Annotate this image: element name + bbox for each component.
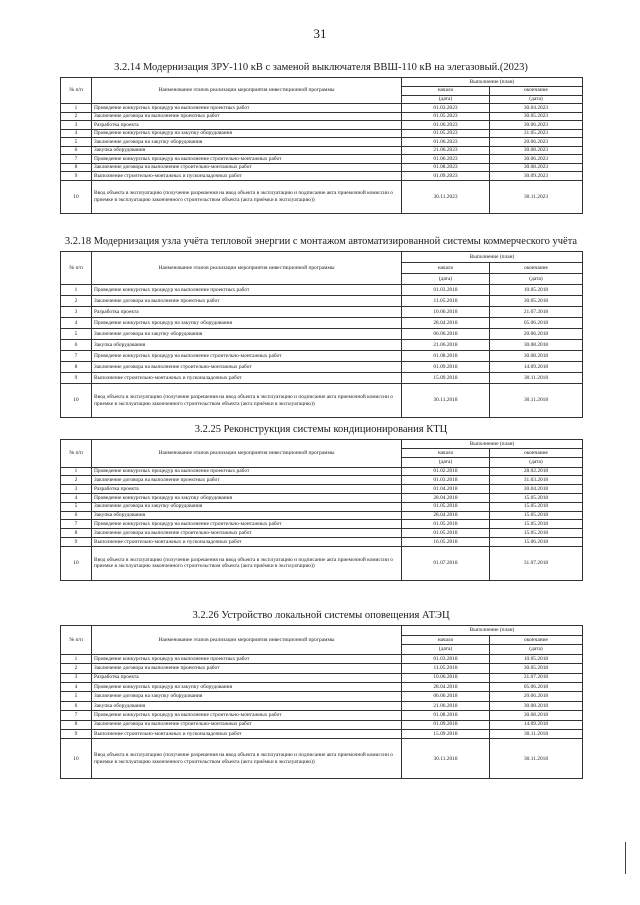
cell-num: 5 bbox=[61, 329, 92, 340]
cell-end: 30.05.2023 bbox=[490, 112, 583, 121]
cell-end: 30.04.2023 bbox=[490, 104, 583, 113]
cell-name: Проведение конкурсных процедур на выполнение проектных работ bbox=[92, 104, 402, 113]
cell-name: Закупка оборудования bbox=[92, 146, 402, 155]
margin-mark bbox=[625, 842, 626, 874]
cell-end: 30.08.2018 bbox=[490, 340, 583, 351]
section-2 bbox=[60, 236, 582, 418]
table-row bbox=[61, 296, 583, 307]
cell-num: 1 bbox=[61, 285, 92, 296]
cell-start: 01.06.2023 bbox=[402, 121, 490, 130]
cell-num: 10 bbox=[61, 546, 92, 580]
cell-start: 06.06.2018 bbox=[402, 329, 490, 340]
header-num: № п/п bbox=[61, 440, 92, 468]
cell-num: 6 bbox=[61, 701, 92, 710]
cell-end: 15.06.2018 bbox=[490, 537, 583, 546]
cell-start: 01.02.2018 bbox=[402, 467, 490, 476]
table-row bbox=[61, 711, 583, 720]
cell-num: 3 bbox=[61, 121, 92, 130]
table-row bbox=[61, 172, 583, 181]
cell-start: 01.03.2018 bbox=[402, 285, 490, 296]
cell-num: 7 bbox=[61, 351, 92, 362]
cell-name: Проведение конкурсных процедур на выполнение проектных работ bbox=[92, 285, 402, 296]
table-row bbox=[61, 493, 583, 502]
section-title: 3.2.26 Устройство локальной системы оповещения АТЭЦ bbox=[192, 610, 450, 621]
table-row bbox=[61, 180, 583, 213]
cell-start: 01.03.2018 bbox=[402, 476, 490, 485]
cell-num: 8 bbox=[61, 720, 92, 729]
cell-start: 01.05.2018 bbox=[402, 502, 490, 511]
page-number: 31 bbox=[313, 26, 327, 41]
cell-name: Проведение конкурсных процедур на выполнение строительно-монтажных работ bbox=[92, 351, 402, 362]
schedule-table bbox=[60, 439, 583, 581]
schedule-table bbox=[60, 77, 583, 214]
cell-start: 30.11.2018 bbox=[402, 384, 490, 418]
cell-name: Проведение конкурсных процедур на выполнение строительно-монтажных работ bbox=[92, 155, 402, 164]
table-row bbox=[61, 682, 583, 691]
cell-end: 30.11.2018 bbox=[490, 373, 583, 384]
cell-num: 10 bbox=[61, 739, 92, 779]
cell-num: 6 bbox=[61, 511, 92, 520]
cell-start: 28.04.2018 bbox=[402, 682, 490, 691]
cell-name: Заключение договора на выполнение строительно-монтажных работ bbox=[92, 362, 402, 373]
cell-end: 31.07.2018 bbox=[490, 546, 583, 580]
header-start: начало bbox=[402, 263, 490, 274]
cell-name: Проведение конкурсных процедур на выполнение проектных работ bbox=[92, 654, 402, 663]
cell-name: Проведение конкурсных процедур на выполнение проектных работ bbox=[92, 467, 402, 476]
cell-num: 7 bbox=[61, 520, 92, 529]
cell-end: 30.08.2023 bbox=[490, 146, 583, 155]
cell-end: 30.11.2018 bbox=[490, 729, 583, 738]
cell-name: Заключение договора на закупку оборудования bbox=[92, 692, 402, 701]
table-row bbox=[61, 318, 583, 329]
cell-end: 30.11.2023 bbox=[490, 180, 583, 213]
cell-name: Закупка оборудования bbox=[92, 701, 402, 710]
cell-start: 21.06.2018 bbox=[402, 340, 490, 351]
cell-num: 10 bbox=[61, 384, 92, 418]
cell-end: 30.11.2018 bbox=[490, 384, 583, 418]
cell-start: 01.06.2023 bbox=[402, 155, 490, 164]
cell-name: Заключение договора на выполнение проектных работ bbox=[92, 664, 402, 673]
cell-start: 28.04.2018 bbox=[402, 511, 490, 520]
cell-end: 10.05.2018 bbox=[490, 654, 583, 663]
cell-num: 4 bbox=[61, 682, 92, 691]
cell-name: Выполнение строительно-монтажных и пусконаладочных работ bbox=[92, 373, 402, 384]
table-row bbox=[61, 546, 583, 580]
cell-end: 05.06.2018 bbox=[490, 682, 583, 691]
table-row bbox=[61, 729, 583, 738]
cell-num: 8 bbox=[61, 163, 92, 172]
schedule-table bbox=[60, 625, 583, 779]
cell-num: 9 bbox=[61, 373, 92, 384]
cell-num: 10 bbox=[61, 180, 92, 213]
table-row bbox=[61, 529, 583, 538]
cell-end: 30.08.2018 bbox=[490, 711, 583, 720]
table-row bbox=[61, 351, 583, 362]
table-row bbox=[61, 146, 583, 155]
cell-num: 5 bbox=[61, 502, 92, 511]
cell-num: 3 bbox=[61, 673, 92, 682]
cell-end: 15.05.2018 bbox=[490, 511, 583, 520]
table-row bbox=[61, 739, 583, 779]
cell-start: 06.06.2018 bbox=[402, 692, 490, 701]
cell-name: Разработка проекта bbox=[92, 485, 402, 494]
table-row bbox=[61, 373, 583, 384]
cell-end: 21.07.2018 bbox=[490, 673, 583, 682]
cell-num: 9 bbox=[61, 729, 92, 738]
cell-start: 01.05.2018 bbox=[402, 529, 490, 538]
cell-num: 4 bbox=[61, 318, 92, 329]
cell-num: 7 bbox=[61, 155, 92, 164]
header-start-date: (дата) bbox=[402, 274, 490, 285]
cell-name: Заключение договора на выполнение строительно-монтажных работ bbox=[92, 529, 402, 538]
cell-name: Проведение конкурсных процедур на закупку оборудования bbox=[92, 129, 402, 138]
cell-start: 28.04.2018 bbox=[402, 318, 490, 329]
cell-start: 01.08.2023 bbox=[402, 163, 490, 172]
cell-num: 8 bbox=[61, 529, 92, 538]
cell-name: Заключение договора на выполнение проектных работ bbox=[92, 112, 402, 121]
cell-start: 28.04.2018 bbox=[402, 493, 490, 502]
cell-start: 01.09.2023 bbox=[402, 172, 490, 181]
cell-end: 10.05.2018 bbox=[490, 285, 583, 296]
cell-end: 30.11.2018 bbox=[490, 739, 583, 779]
table-row bbox=[61, 485, 583, 494]
cell-name: Выполнение строительно-монтажных и пусконаладочных работ bbox=[92, 172, 402, 181]
cell-start: 15.09.2018 bbox=[402, 373, 490, 384]
cell-name: Проведение конкурсных процедур на выполнение строительно-монтажных работ bbox=[92, 711, 402, 720]
section-4 bbox=[60, 610, 582, 779]
cell-num: 9 bbox=[61, 172, 92, 181]
cell-end: 30.08.2023 bbox=[490, 163, 583, 172]
cell-num: 6 bbox=[61, 146, 92, 155]
cell-name: Разработка проекта bbox=[92, 121, 402, 130]
cell-start: 01.04.2018 bbox=[402, 485, 490, 494]
cell-end: 14.09.2018 bbox=[490, 362, 583, 373]
header-name: Наименование этапов реализации мероприятия инвестиционной программы bbox=[92, 626, 402, 655]
cell-name: Заключение договора на выполнение проектных работ bbox=[92, 476, 402, 485]
cell-name: Заключение договора на закупку оборудования bbox=[92, 502, 402, 511]
table-row bbox=[61, 138, 583, 147]
cell-start: 10.06.2018 bbox=[402, 307, 490, 318]
cell-name: Заключение договора на закупку оборудования bbox=[92, 329, 402, 340]
header-end-date: (дата) bbox=[490, 95, 583, 104]
table-row bbox=[61, 476, 583, 485]
cell-end: 20.06.2018 bbox=[490, 692, 583, 701]
cell-end: 21.07.2018 bbox=[490, 307, 583, 318]
cell-name: Заключение договора на выполнение строительно-монтажных работ bbox=[92, 163, 402, 172]
header-start: начало bbox=[402, 449, 490, 458]
cell-end: 30.06.2023 bbox=[490, 121, 583, 130]
cell-start: 01.08.2018 bbox=[402, 351, 490, 362]
cell-num: 9 bbox=[61, 537, 92, 546]
cell-num: 2 bbox=[61, 476, 92, 485]
cell-start: 21.06.2018 bbox=[402, 701, 490, 710]
table-row bbox=[61, 384, 583, 418]
cell-num: 6 bbox=[61, 340, 92, 351]
cell-start: 01.08.2018 bbox=[402, 711, 490, 720]
cell-num: 4 bbox=[61, 129, 92, 138]
cell-end: 20.06.2018 bbox=[490, 329, 583, 340]
header-start-date: (дата) bbox=[402, 95, 490, 104]
table-row bbox=[61, 285, 583, 296]
cell-end: 30.05.2018 bbox=[490, 296, 583, 307]
section-title: 3.2.25 Реконструкция системы кондиционирования КТЦ bbox=[194, 424, 448, 435]
header-execution: Выполнение (план) bbox=[402, 440, 583, 449]
table-row bbox=[61, 511, 583, 520]
cell-name: Ввод объекта в эксплуатацию (получение разрешения на ввод объекта в эксплуатацию и подписание акта приемочной комиссии о приемке в эксплуатацию законченного строительством объекта (акта приёмки в эксплуатацию)) bbox=[92, 384, 402, 418]
cell-end: 28.02.2018 bbox=[490, 467, 583, 476]
table-row bbox=[61, 307, 583, 318]
cell-end: 31.03.2018 bbox=[490, 476, 583, 485]
header-end: окончание bbox=[490, 86, 583, 95]
cell-end: 15.05.2018 bbox=[490, 520, 583, 529]
cell-num: 5 bbox=[61, 138, 92, 147]
header-end: окончание bbox=[490, 263, 583, 274]
cell-start: 01.09.2018 bbox=[402, 362, 490, 373]
table-row bbox=[61, 692, 583, 701]
cell-end: 15.05.2018 bbox=[490, 529, 583, 538]
cell-num: 2 bbox=[61, 112, 92, 121]
header-num: № п/п bbox=[61, 252, 92, 285]
cell-end: 30.09.2023 bbox=[490, 172, 583, 181]
cell-name: Ввод объекта в эксплуатацию (получение разрешения на ввод объекта в эксплуатацию и подписание акта приемочной комиссии о приемке в эксплуатацию законченного строительством объекта (акта приёмки в эксплуатацию)) bbox=[92, 180, 402, 213]
cell-name: Проведение конкурсных процедур на закупку оборудования bbox=[92, 318, 402, 329]
cell-name: Проведение конкурсных процедур на выполнение строительно-монтажных работ bbox=[92, 520, 402, 529]
table-row bbox=[61, 537, 583, 546]
cell-start: 30.11.2023 bbox=[402, 180, 490, 213]
cell-end: 30.06.2023 bbox=[490, 155, 583, 164]
table-row bbox=[61, 329, 583, 340]
header-name: Наименование этапов реализации мероприятия инвестиционной программы bbox=[92, 252, 402, 285]
header-start: начало bbox=[402, 635, 490, 645]
table-row bbox=[61, 673, 583, 682]
table-row bbox=[61, 362, 583, 373]
header-end: окончание bbox=[490, 449, 583, 458]
section-1 bbox=[60, 62, 582, 214]
cell-name: Ввод объекта в эксплуатацию (получение разрешения на ввод объекта в эксплуатацию и подписание акта приемочной комиссии о приемке в эксплуатацию законченного строительством объекта (акта приёмки в эксплуатацию)) bbox=[92, 739, 402, 779]
header-num: № п/п bbox=[61, 626, 92, 655]
header-start-date: (дата) bbox=[402, 645, 490, 655]
table-row bbox=[61, 129, 583, 138]
cell-num: 3 bbox=[61, 485, 92, 494]
cell-start: 01.07.2018 bbox=[402, 546, 490, 580]
cell-num: 8 bbox=[61, 362, 92, 373]
header-execution: Выполнение (план) bbox=[402, 78, 583, 87]
header-end-date: (дата) bbox=[490, 458, 583, 467]
cell-name: Выполнение строительно-монтажных и пусконаладочных работ bbox=[92, 537, 402, 546]
table-row bbox=[61, 121, 583, 130]
table-row bbox=[61, 112, 583, 121]
table-row bbox=[61, 340, 583, 351]
cell-name: Заключение договора на закупку оборудования bbox=[92, 138, 402, 147]
cell-start: 01.05.2023 bbox=[402, 129, 490, 138]
cell-num: 5 bbox=[61, 692, 92, 701]
table-row bbox=[61, 701, 583, 710]
cell-name: Заключение договора на выполнение проектных работ bbox=[92, 296, 402, 307]
header-end: окончание bbox=[490, 635, 583, 645]
cell-name: Закупка оборудования bbox=[92, 340, 402, 351]
cell-start: 11.05.2018 bbox=[402, 296, 490, 307]
cell-start: 16.05.2018 bbox=[402, 537, 490, 546]
cell-start: 21.06.2023 bbox=[402, 146, 490, 155]
header-end-date: (дата) bbox=[490, 274, 583, 285]
cell-end: 15.05.2018 bbox=[490, 493, 583, 502]
cell-num: 4 bbox=[61, 493, 92, 502]
cell-end: 14.09.2018 bbox=[490, 720, 583, 729]
cell-start: 15.09.2018 bbox=[402, 729, 490, 738]
table-row bbox=[61, 502, 583, 511]
table-row bbox=[61, 155, 583, 164]
cell-start: 01.03.2018 bbox=[402, 654, 490, 663]
table-row bbox=[61, 720, 583, 729]
cell-name: Ввод объекта в эксплуатацию (получение разрешения на ввод объекта в эксплуатацию и подписание акта приемочной комиссии о приемке в эксплуатацию законченного строительством объекта (акта приёмки в эксплуатацию)) bbox=[92, 546, 402, 580]
cell-start: 30.11.2018 bbox=[402, 739, 490, 779]
cell-end: 15.05.2018 bbox=[490, 502, 583, 511]
header-name: Наименование этапов реализации мероприятия инвестиционной программы bbox=[92, 440, 402, 468]
header-end-date: (дата) bbox=[490, 645, 583, 655]
section-title: 3.2.14 Модернизация ЗРУ-110 кВ с заменой выключателя ВВШ-110 кВ на элегазовый.(2023) bbox=[114, 62, 528, 73]
cell-num: 2 bbox=[61, 664, 92, 673]
cell-num: 1 bbox=[61, 467, 92, 476]
cell-num: 1 bbox=[61, 104, 92, 113]
cell-start: 01.05.2018 bbox=[402, 520, 490, 529]
cell-start: 11.05.2018 bbox=[402, 664, 490, 673]
table-row bbox=[61, 664, 583, 673]
cell-end: 30.08.2018 bbox=[490, 351, 583, 362]
table-row bbox=[61, 654, 583, 663]
cell-start: 01.03.2023 bbox=[402, 104, 490, 113]
cell-name: Разработка проекта bbox=[92, 673, 402, 682]
section-title: 3.2.18 Модернизация узла учёта тепловой энергии с монтажом автоматизированной системы коммерческого учёта bbox=[64, 236, 578, 247]
cell-num: 1 bbox=[61, 654, 92, 663]
cell-end: 31.05.2023 bbox=[490, 129, 583, 138]
header-start: начало bbox=[402, 86, 490, 95]
table-row bbox=[61, 467, 583, 476]
cell-start: 10.06.2018 bbox=[402, 673, 490, 682]
cell-start: 01.09.2018 bbox=[402, 720, 490, 729]
cell-end: 30.04.2018 bbox=[490, 485, 583, 494]
header-name: Наименование этапов реализации мероприятия инвестиционной программы bbox=[92, 78, 402, 104]
cell-end: 05.06.2018 bbox=[490, 318, 583, 329]
cell-name: Выполнение строительно-монтажных и пусконаладочных работ bbox=[92, 729, 402, 738]
header-execution: Выполнение (план) bbox=[402, 626, 583, 636]
cell-name: Проведение конкурсных процедур на закупку оборудования bbox=[92, 682, 402, 691]
cell-name: Проведение конкурсных процедур на закупку оборудования bbox=[92, 493, 402, 502]
header-num: № п/п bbox=[61, 78, 92, 104]
table-row bbox=[61, 163, 583, 172]
cell-end: 30.05.2018 bbox=[490, 664, 583, 673]
cell-end: 20.06.2023 bbox=[490, 138, 583, 147]
cell-num: 2 bbox=[61, 296, 92, 307]
cell-start: 01.06.2023 bbox=[402, 138, 490, 147]
schedule-table bbox=[60, 251, 583, 418]
cell-end: 30.08.2018 bbox=[490, 701, 583, 710]
table-row bbox=[61, 520, 583, 529]
section-3 bbox=[60, 424, 582, 581]
cell-num: 3 bbox=[61, 307, 92, 318]
cell-name: Разработка проекта bbox=[92, 307, 402, 318]
cell-name: Закупка оборудования bbox=[92, 511, 402, 520]
header-start-date: (дата) bbox=[402, 458, 490, 467]
cell-start: 01.05.2023 bbox=[402, 112, 490, 121]
cell-num: 7 bbox=[61, 711, 92, 720]
cell-name: Заключение договора на выполнение строительно-монтажных работ bbox=[92, 720, 402, 729]
table-row bbox=[61, 104, 583, 113]
header-execution: Выполнение (план) bbox=[402, 252, 583, 263]
